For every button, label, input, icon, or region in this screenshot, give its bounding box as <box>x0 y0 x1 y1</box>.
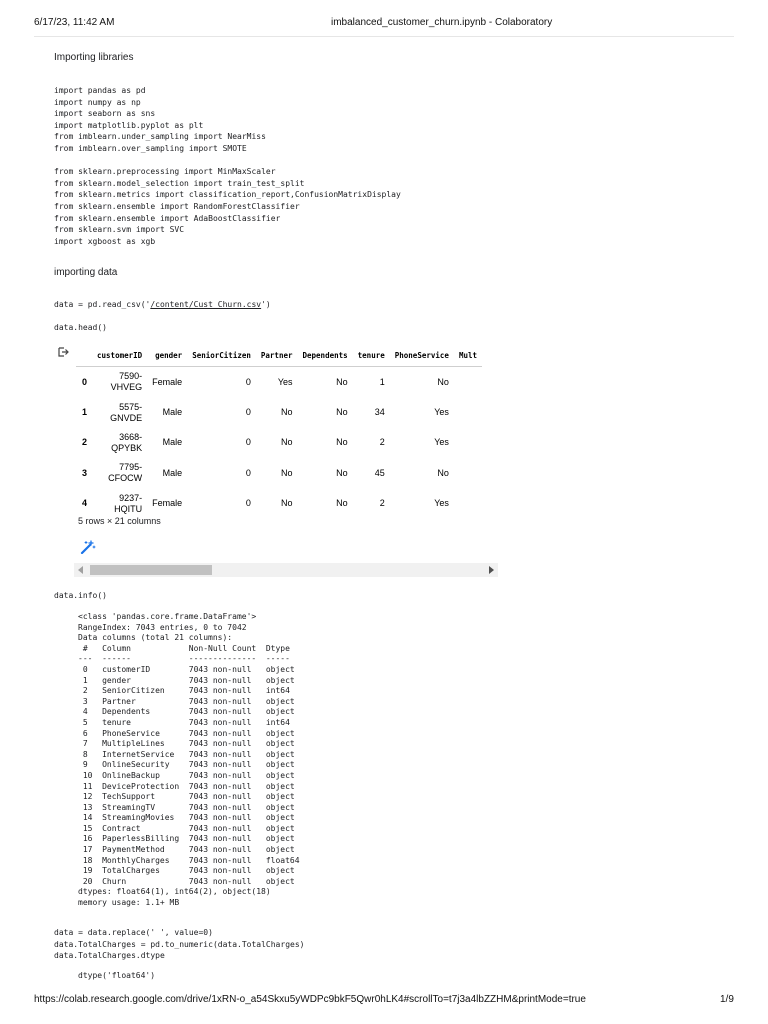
print-datetime: 6/17/23, 11:42 AM <box>34 17 115 28</box>
table-cell: 0 <box>245 437 251 448</box>
table-row <box>76 397 482 427</box>
print-title: imbalanced_customer_churn.ipynb - Colaboratory <box>331 17 553 28</box>
table-cell: 3668- QPYBK <box>111 431 143 453</box>
column-header: gender <box>147 344 187 367</box>
column-header: SeniorCitizen <box>187 344 256 367</box>
table-cell: 9237- HQITU <box>114 492 143 514</box>
scrollbar-thumb[interactable] <box>90 565 212 575</box>
row-index: 3 <box>82 467 88 478</box>
table-cell: 0 <box>245 376 251 387</box>
code-cell-replace[interactable]: data = data.replace(' ', value=0) data.TotalCharges = pd.to_numeric(data.TotalCharges) data.TotalCharges.dtype <box>54 928 305 961</box>
table-cell: No <box>437 467 449 478</box>
print-url: https://colab.research.google.com/drive/1xRN-o_a54Skxu5yWDPc9bkF5Qwr0hLK4#scrollTo=t7j3a4lbZZHM&printMode=true <box>34 994 586 1005</box>
dataframe-header-row <box>76 344 482 367</box>
column-header: Partner <box>256 344 298 367</box>
code-cell-head[interactable]: data.head() <box>54 323 107 332</box>
table-cell: No <box>336 437 348 448</box>
table-cell: No <box>336 376 348 387</box>
output-arrow-icon[interactable] <box>58 347 69 357</box>
code-cell-info[interactable]: data.info() <box>54 591 107 600</box>
dataframe-table <box>76 344 482 519</box>
dataframe-shape-note: 5 rows × 21 columns <box>78 516 161 526</box>
row-index: 0 <box>82 376 88 387</box>
markdown-cell-libraries: Importing libraries <box>54 52 134 63</box>
scroll-left-arrow-icon[interactable] <box>78 566 83 574</box>
table-row <box>76 489 482 519</box>
table-cell: Male <box>162 467 183 478</box>
table-cell: Male <box>162 437 183 448</box>
table-cell: 0 <box>245 407 251 418</box>
table-cell: Female <box>152 498 183 509</box>
markdown-cell-importing-data: importing data <box>54 267 118 278</box>
magic-wand-icon[interactable] <box>80 540 96 554</box>
column-header: tenure <box>353 344 390 367</box>
table-cell: No <box>280 407 293 418</box>
row-index: 1 <box>82 407 88 418</box>
table-row <box>76 458 482 488</box>
table-cell <box>454 458 482 488</box>
column-header: PhoneService <box>390 344 454 367</box>
table-cell: 5575- GNVDE <box>110 401 143 423</box>
table-cell: 7590- VHVEG <box>110 371 143 393</box>
table-cell: No <box>336 498 348 509</box>
scroll-right-arrow-icon[interactable] <box>489 566 494 574</box>
table-cell: 7795- CFOCW <box>108 462 143 484</box>
table-cell: No <box>280 437 293 448</box>
csv-path-link[interactable]: /content/Cust_Churn.csv <box>150 300 262 309</box>
table-cell <box>454 367 482 398</box>
dtype-output: dtype('float64') <box>78 971 156 980</box>
read-csv-prefix: data = pd.read_csv(' <box>54 300 151 309</box>
table-cell: No <box>280 467 293 478</box>
code-cell-imports[interactable]: import pandas as pd import numpy as np import seaborn as sns import matplotlib.pyplot as plt from imblearn.under_sampling import NearMiss from imblearn.over_sampling import SMOTE from sklearn.preprocessing import MinMaxScaler from sklearn.model_selection import train_test_split from sklearn.metrics import classification_report,ConfusionMatrixDisplay from sklearn.ensemble import RandomForestClassifier from sklearn.ensemble import AdaBoostClassifier from sklearn.svm import SVC import xgboost as xgb <box>54 86 401 246</box>
table-cell: 0 <box>245 467 251 478</box>
table-cell: No <box>336 407 348 418</box>
header-divider <box>34 36 734 37</box>
table-row <box>76 367 482 398</box>
table-cell: Yes <box>434 407 449 418</box>
table-cell <box>454 428 482 458</box>
table-cell: 34 <box>374 407 385 418</box>
table-cell: Yes <box>434 498 449 509</box>
column-header: Dependents <box>298 344 353 367</box>
table-cell: No <box>437 376 449 387</box>
table-cell: Female <box>152 376 183 387</box>
table-cell: Yes <box>277 376 293 387</box>
table-cell <box>454 489 482 519</box>
row-index: 4 <box>82 498 88 509</box>
column-header: Mult <box>454 344 482 367</box>
column-header: customerID <box>92 344 147 367</box>
table-cell: Yes <box>434 437 449 448</box>
table-row <box>76 428 482 458</box>
table-cell: No <box>280 498 293 509</box>
info-output: <class 'pandas.core.frame.DataFrame'> RangeIndex: 7043 entries, 0 to 7042 Data columns (total 21 columns): # Column Non-Null Count Dtype --- ------ -------------- ----- 0 customerID 7043 non-null object 1 gender 7043 non-null object 2 SeniorCitizen 7043 non-null int64 3 Partner 7043 non-null object 4 Dependents 7043 non-null object 5 tenure 7043 non-null int64 6 PhoneService 7043 non-null object 7 MultipleLines 7043 non-null object 8 InternetService 7043 non-null object 9 OnlineSecurity 7043 non-null object 10 OnlineBackup 7043 non-null object 11 DeviceProtection 7043 non-null object 12 TechSupport 7043 non-null object 13 StreamingTV 7043 non-null object 14 StreamingMovies 7043 non-null object 15 Contract 7043 non-null object 16 PaperlessBilling 7043 non-null object 17 PaymentMethod 7043 non-null object 18 MonthlyCharges 7043 non-null float64 19 TotalCharges 7043 non-null object 20 Churn 7043 non-null object dtypes: float64(1), int64(2), object(18) memory usage: 1.1+ MB <box>78 612 300 908</box>
row-index: 2 <box>82 437 88 448</box>
table-cell <box>454 397 482 427</box>
table-cell: 1 <box>379 376 385 387</box>
table-cell: 0 <box>245 498 251 509</box>
table-cell: 45 <box>374 467 385 478</box>
table-cell: No <box>336 467 348 478</box>
table-horizontal-scrollbar[interactable] <box>74 563 498 577</box>
column-header <box>76 344 92 367</box>
code-cell-read-csv[interactable] <box>54 299 271 311</box>
print-page-number: 1/9 <box>720 994 734 1005</box>
table-cell: 2 <box>379 498 385 509</box>
table-cell: 2 <box>379 437 385 448</box>
table-cell: Male <box>162 407 183 418</box>
read-csv-suffix: ') <box>261 300 271 309</box>
